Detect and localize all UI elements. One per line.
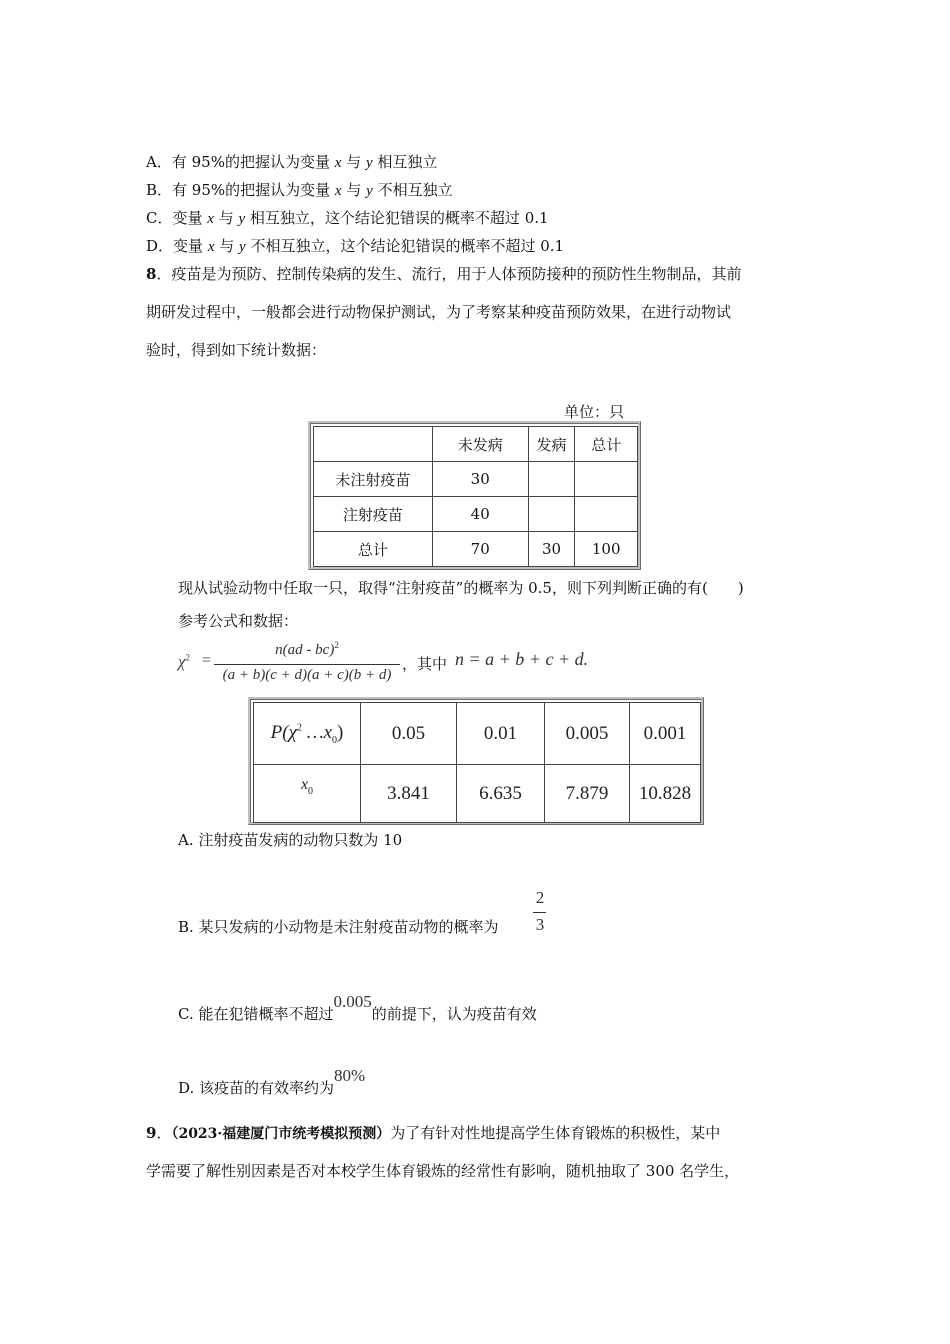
- q7-option-c: C．变量 x 与 y 相互独立，这个结论犯错误的概率不超过 0.1: [146, 209, 549, 227]
- formula-denominator: (a + b)(c + d)(a + c)(b + d): [222, 667, 392, 683]
- table-row: [314, 462, 638, 497]
- table-header-cell: 未发病: [432, 427, 528, 462]
- table-cell: 70: [432, 532, 528, 567]
- table-header-cell: [314, 427, 433, 462]
- fraction-bar: [533, 912, 546, 913]
- table-cell: [575, 497, 638, 532]
- reference-label: 参考公式和数据：: [178, 612, 299, 630]
- q8-stem-line1: 8．疫苗是为预防、控制传染病的发生、流行，用于人体预防接种的预防性生物制品，其前: [146, 265, 742, 283]
- q9-source-tag: （2023·福建厦门市统考模拟预测）: [171, 1126, 391, 1142]
- table-cell: 7.879: [545, 765, 630, 823]
- formula-numerator: n(ad - bc)$^2$: [275, 640, 339, 658]
- table-cell: 100: [575, 532, 638, 567]
- chi-symbol: χ: [178, 652, 186, 671]
- table-cell: [528, 497, 575, 532]
- q8-option-a: A. 注射疫苗发病的动物只数为 10: [178, 831, 403, 849]
- q8-option-c: C. 能在犯错概率不超过0.005的前提下，认为疫苗有效: [178, 992, 537, 1023]
- table-cell: 10.828: [630, 765, 701, 823]
- table-cell: 总计: [314, 532, 433, 567]
- q8-option-b: B. 某只发病的小动物是未注射疫苗动物的概率为: [178, 918, 499, 936]
- table-cell: 0.05: [361, 703, 457, 765]
- table-header-cell: $P(\chi^2$ $\dots x_0$): [254, 703, 361, 765]
- table-cell: 0.001: [630, 703, 701, 765]
- q8-condition: 现从试验动物中任取一只，取得“注射疫苗”的概率为 0.5，则下列判断正确的有( ): [178, 579, 744, 597]
- table-row: [254, 765, 701, 823]
- table1-unit: 单位：只: [564, 403, 625, 421]
- table-cell: 未注射疫苗: [314, 462, 433, 497]
- table-header-cell: $x_0$: [254, 765, 361, 823]
- table-cell: [575, 462, 638, 497]
- table-row: [254, 703, 701, 765]
- table-row: [314, 532, 638, 567]
- table-cell: 注射疫苗: [314, 497, 433, 532]
- q9-stem-line1: 9．（2023·福建厦门市统考模拟预测）为了有针对性地提高学生体育锻炼的积极性，某中: [146, 1124, 721, 1142]
- q7-option-a: A．有 95%的把握认为变量 x 与 y 相互独立: [146, 153, 438, 171]
- stats-table-frame: [308, 421, 641, 570]
- fraction-denominator: 3: [535, 915, 545, 934]
- q8-number: 8: [146, 265, 157, 283]
- fraction-bar: [214, 664, 400, 665]
- q9-stem-line2: 学需要了解性别因素是否对本校学生体育锻炼的经常性有影响，随机抽取了 300 名学生，: [146, 1162, 740, 1180]
- table-cell: 6.635: [457, 765, 545, 823]
- table-cell: 30: [432, 462, 528, 497]
- formula-where: ，其中: [402, 655, 448, 673]
- table-cell: 0.01: [457, 703, 545, 765]
- q9-number: 9: [146, 1124, 157, 1142]
- fraction-numerator: 2: [535, 888, 545, 907]
- q7-option-b: B．有 95%的把握认为变量 x 与 y 不相互独立: [146, 181, 453, 199]
- table-cell: 40: [432, 497, 528, 532]
- table-cell: 3.841: [361, 765, 457, 823]
- stats-table: [313, 426, 638, 567]
- q8-option-d: D. 该疫苗的有效率约为80%: [178, 1066, 366, 1097]
- table-cell: [528, 462, 575, 497]
- table-row: [314, 497, 638, 532]
- table-header-cell: 总计: [575, 427, 638, 462]
- table-cell: 30: [528, 532, 575, 567]
- q8-stem-line3: 验时，得到如下统计数据：: [146, 341, 327, 359]
- q7-option-d: D．变量 x 与 y 不相互独立，这个结论犯错误的概率不超过 0.1: [146, 237, 565, 255]
- q8-stem-line2: 期研发过程中，一般都会进行动物保护测试，为了考察某种疫苗预防效果，在进行动物试: [146, 303, 732, 321]
- table-cell: 0.005: [545, 703, 630, 765]
- critical-value-table: [253, 702, 701, 823]
- table-header-cell: 发病: [528, 427, 575, 462]
- table-row: [314, 427, 638, 462]
- critical-value-table-frame: [248, 697, 704, 825]
- formula-n-definition: n = a + b + c + d.: [455, 649, 589, 669]
